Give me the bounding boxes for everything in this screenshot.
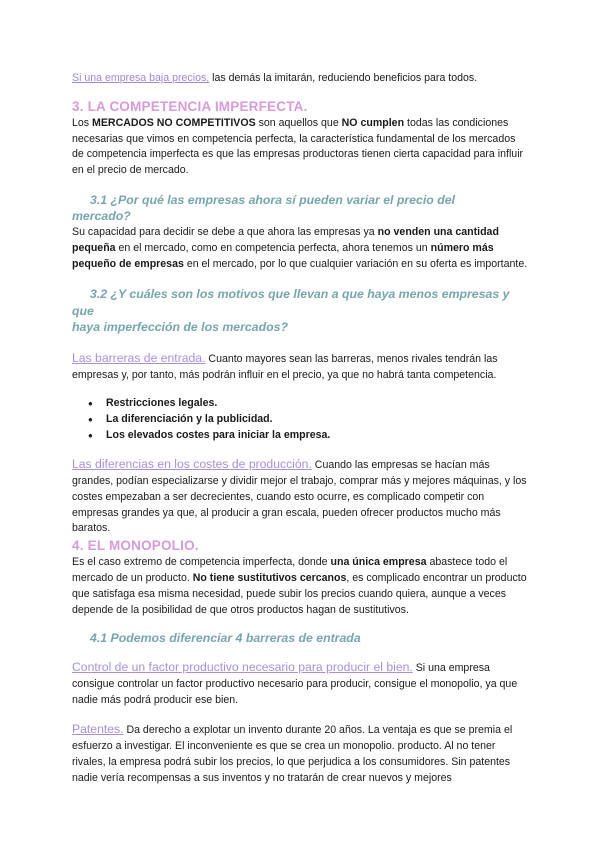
section3-bold-1: MERCADOS NO COMPETITIVOS bbox=[92, 116, 256, 129]
intro-link[interactable]: Si una empresa baja precios, bbox=[72, 72, 210, 84]
patentes-link[interactable]: Patentes. bbox=[72, 722, 124, 737]
section3-text-3: todas las condiciones necesarias que vimos en competencia perfecta, la característica fundamental de los mercados de competencia imperfecta es que las empresas productoras tienen cierta capacidad para influir en el precio de mercado. bbox=[72, 116, 524, 177]
list-item: ● Restricciones legales. bbox=[106, 396, 528, 412]
control-text: Si una empresa consigue controlar un factor productivo necesario para producir, consigue el monopolio, ya que nadie más podrá producir ese bien. bbox=[72, 661, 518, 706]
document-body bbox=[72, 71, 528, 787]
s31-text-3: en el mercado, por lo que cualquier variación en su oferta es importante. bbox=[183, 257, 528, 270]
s31-text-2: en el mercado, como en competencia perfecta, ahora tenemos un bbox=[115, 241, 431, 254]
section4-text-1: Es el caso extremo de competencia imperfecta, donde bbox=[72, 556, 331, 569]
section4-paragraph bbox=[72, 555, 528, 618]
s41-heading-text: 4.1 Podemos diferenciar 4 barreras de entrada bbox=[90, 631, 361, 646]
section3-paragraph bbox=[72, 116, 528, 179]
s32-heading-line1: 3.2 ¿Y cuáles son los motivos que llevan a que haya menos empresas y que bbox=[72, 287, 510, 318]
section4-bold-2: No tiene sustitutivos cercanos bbox=[192, 572, 347, 585]
list-item: ● La diferenciación y la publicidad. bbox=[106, 412, 528, 428]
diferencias-paragraph bbox=[72, 457, 528, 537]
barreras-link[interactable]: Las barreras de entrada. bbox=[72, 350, 206, 365]
list-item: ● Los elevados costes para iniciar la empresa. bbox=[106, 428, 528, 444]
barreras-text: Cuanto mayores sean las barreras, menos rivales tendrán las empresas y, por tanto, más podrán influir en el precio, ya que no habrá tanta competencia. bbox=[72, 352, 498, 381]
section3-bold-2: NO cumplen bbox=[341, 116, 405, 129]
diferencias-link[interactable]: Las diferencias en los costes de producción. bbox=[72, 457, 312, 472]
section4-heading: 4. EL MONOPOLIO. bbox=[72, 538, 199, 554]
barreras-list bbox=[72, 396, 528, 443]
s31-heading bbox=[72, 192, 528, 225]
s31-text-1: Su capacidad para decidir se debe a que ahora las empresas ya bbox=[72, 225, 378, 238]
section4-bold-1: una única empresa bbox=[330, 556, 427, 569]
s31-heading-line1: 3.1 ¿Por qué las empresas ahora sí pueden variar el precio del bbox=[90, 192, 455, 207]
patentes-text: Da derecho a explotar un invento durante 20 años. La ventaja es que se premia el esfuerzo a investigar. El inconveniente es que se crea un monopolio. producto. Al no tener rivales, la empresa podrá subir los precios, lo que perjudica a los consumidores. Sin patentes nadie vería recompensas a sus inventos y no tratarán de crear nuevos y mejores bbox=[72, 724, 513, 784]
patentes-paragraph bbox=[72, 722, 528, 786]
s31-paragraph bbox=[72, 225, 528, 272]
section3-heading: 3. LA COMPETENCIA IMPERFECTA. bbox=[72, 98, 308, 114]
s31-bold-2: número más pequeño de empresas bbox=[72, 241, 494, 270]
section3-text-1: Los bbox=[72, 116, 93, 129]
control-link[interactable]: Control de un factor productivo necesario para producir el bien. bbox=[72, 659, 413, 674]
control-paragraph bbox=[72, 660, 528, 708]
s31-bold-1: no venden una cantidad pequeña bbox=[72, 225, 499, 254]
section3-text-2: son aquellos que bbox=[255, 116, 342, 129]
intro-text: las demás la imitarán, reduciendo beneficios para todos. bbox=[209, 72, 478, 84]
s41-heading bbox=[72, 630, 528, 647]
section4-text-2: abastece todo el mercado de un producto. bbox=[72, 556, 508, 585]
barreras-paragraph bbox=[72, 351, 528, 384]
section4-text-3: , es complicado encontrar un producto que satisfaga esa misma necesidad, puede subir los precios cuando quiera, aunque a veces depende de la posibilidad de que otros productos hagan de sustitutivos. bbox=[72, 572, 527, 616]
s31-heading-line2: mercado? bbox=[72, 209, 131, 224]
intro-paragraph bbox=[72, 71, 528, 87]
s32-heading-line2: haya imperfección de los mercados? bbox=[72, 320, 288, 335]
diferencias-text: Cuando las empresas se hacían más grandes, podían especializarse y dividir mejor el trabajo, comprar más y mejores máquinas, y los costes empezaban a ser decrecientes, cuando esto ocurre, es complicado competir con empresas grandes ya que, al producir a gran escala, pueden ofrecer productos mucho más baratos. bbox=[72, 459, 527, 535]
s32-heading bbox=[72, 286, 528, 336]
